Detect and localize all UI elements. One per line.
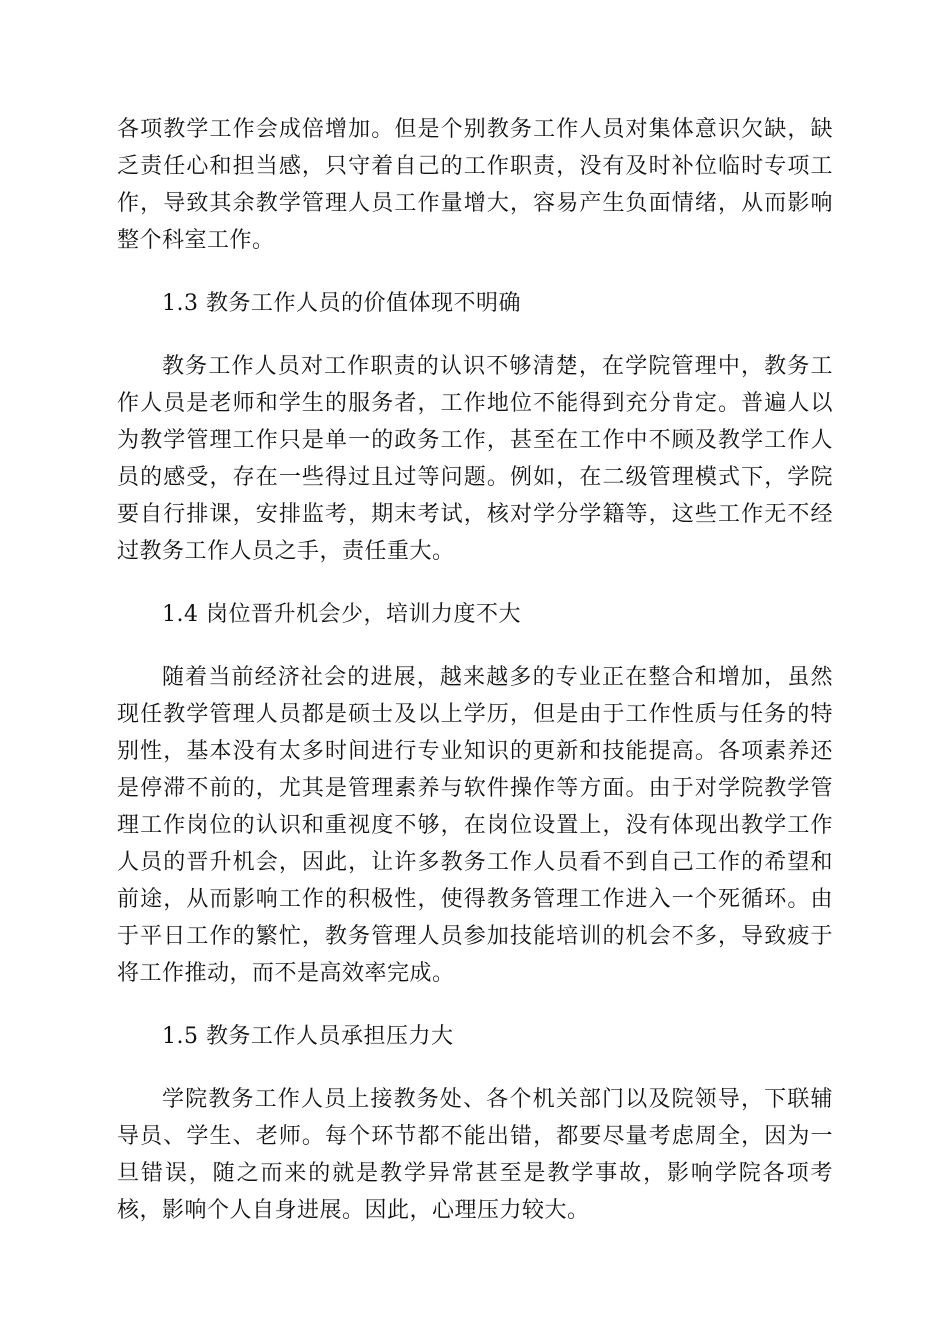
paragraph-gap <box>117 1055 833 1081</box>
paragraph-gap <box>117 259 833 285</box>
document-page <box>117 111 833 1229</box>
paragraph-continued: 各项教学工作会成倍增加。但是个别教务工作人员对集体意识欠缺，缺乏责任心和担当感，只守着自己的工作职责，没有及时补位临时专项工作，导致其余教学管理人员工作量增大，容易产生负面情绪，从而影响整个科室工作。 <box>117 117 833 253</box>
section-heading-1-5: 1.5 教务工作人员承担压力大 <box>162 1024 454 1049</box>
section-heading-1-3: 1.3 教务工作人员的价值体现不明确 <box>162 291 521 316</box>
paragraph-gap <box>117 570 833 596</box>
paragraph-work-pressure: 学院教务工作人员上接教务处、各个机关部门以及院领导，下联辅导员、学生、老师。每个环节都不能出错，都要尽量考虑周全，因为一旦错误，随之而来的就是教学异常甚至是教学事故，影响学院各项考核，影响个人自身进展。因此，心理压力较大。 <box>117 1087 833 1223</box>
section-heading-1-4: 1.4 岗位晋升机会少，培训力度不大 <box>162 602 521 627</box>
paragraph-promotion-training: 随着当前经济社会的进展，越来越多的专业正在整合和增加，虽然现任教学管理人员都是硕士及以上学历，但是由于工作性质与任务的特别性，基本没有太多时间进行专业知识的更新和技能提高。各项素养还是停滞不前的，尤其是管理素养与软件操作等方面。由于对学院教学管理工作岗位的认识和重视度不够，在岗位设置上，没有体现出教学工作人员的晋升机会，因此，让许多教务工作人员看不到自己工作的希望和前途，从而影响工作的积极性，使得教务管理工作进入一个死循环。由于平日工作的繁忙，教务管理人员参加技能培训的机会不多，导致疲于将工作推动，而不是高效率完成。 <box>117 665 833 986</box>
paragraph-value-recognition: 教务工作人员对工作职责的认识不够清楚，在学院管理中，教务工作人员是老师和学生的服务者，工作地位不能得到充分肯定。普遍人以为教学管理工作只是单一的政务工作，甚至在工作中不顾及教学工作人员的感受，存在一些得过且过等问题。例如，在二级管理模式下，学院要自行排课，安排监考，期末考试，核对学分学籍等，这些工作无不经过教务工作人员之手，责任重大。 <box>117 354 833 564</box>
paragraph-gap <box>117 633 833 659</box>
paragraph-gap <box>117 992 833 1018</box>
paragraph-gap <box>117 322 833 348</box>
